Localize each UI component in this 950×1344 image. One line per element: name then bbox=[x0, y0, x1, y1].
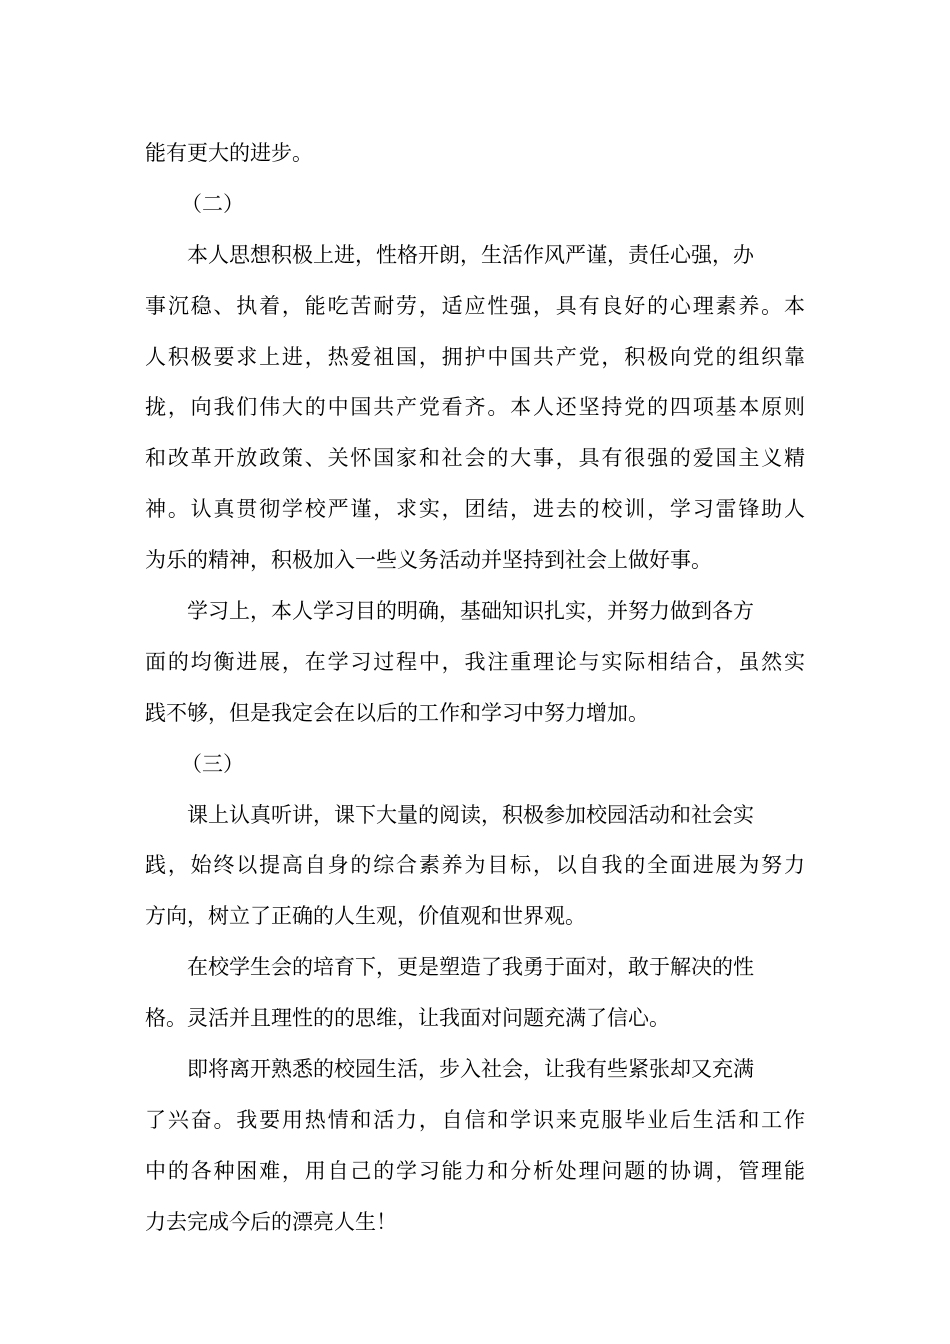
paragraph-line: 为乐的精神，积极加入一些义务活动并坚持到社会上做好事。 bbox=[145, 548, 712, 573]
paragraph-line: 事沉稳、执着，能吃苦耐劳，适应性强，具有良好的心理素养。本 bbox=[145, 293, 805, 318]
paragraph-line: 在校学生会的培育下，更是塑造了我勇于面对，敢于解决的性 bbox=[187, 955, 754, 980]
paragraph-line: 了兴奋。我要用热情和活力，自信和学识来克服毕业后生活和工作 bbox=[145, 1107, 805, 1132]
paragraph-line: 和改革开放政策、关怀国家和社会的大事，具有很强的爱国主义精 bbox=[145, 446, 805, 471]
paragraph-line: 人积极要求上进，热爱祖国，拥护中国共产党，积极向党的组织靠 bbox=[145, 344, 805, 369]
paragraph-line: 方向，树立了正确的人生观，价值观和世界观。 bbox=[145, 904, 586, 929]
section-heading-three: （三） bbox=[181, 751, 244, 776]
section-heading-two: （二） bbox=[181, 191, 244, 216]
document-body bbox=[145, 128, 805, 1248]
paragraph-line: 格。灵活并且理性的的思维，让我面对问题充满了信心。 bbox=[145, 1006, 670, 1031]
paragraph-line: 本人思想积极上进，性格开朗，生活作风严谨，责任心强，办 bbox=[187, 242, 754, 267]
paragraph-line: 践不够，但是我定会在以后的工作和学习中努力增加。 bbox=[145, 700, 649, 725]
paragraph-line: 即将离开熟悉的校园生活，步入社会，让我有些紧张却又充满 bbox=[187, 1057, 754, 1082]
paragraph-line: 拢，向我们伟大的中国共产党看齐。本人还坚持党的四项基本原则 bbox=[145, 395, 805, 420]
paragraph-line: 践，始终以提高自身的综合素养为目标，以自我的全面进展为努力 bbox=[145, 853, 805, 878]
paragraph-line: 学习上，本人学习目的明确，基础知识扎实，并努力做到各方 bbox=[187, 599, 754, 624]
paragraph-line: 力去完成今后的漂亮人生！ bbox=[145, 1209, 397, 1234]
paragraph-line: 中的各种困难，用自己的学习能力和分析处理问题的协调，管理能 bbox=[145, 1158, 805, 1183]
paragraph-line: 神。认真贯彻学校严谨，求实，团结，进去的校训，学习雷锋助人 bbox=[145, 497, 805, 522]
paragraph-line: 能有更大的进步。 bbox=[145, 141, 313, 165]
paragraph-line: 面的均衡进展，在学习过程中，我注重理论与实际相结合，虽然实 bbox=[145, 649, 805, 674]
paragraph-line: 课上认真听讲，课下大量的阅读，积极参加校园活动和社会实 bbox=[187, 802, 754, 827]
